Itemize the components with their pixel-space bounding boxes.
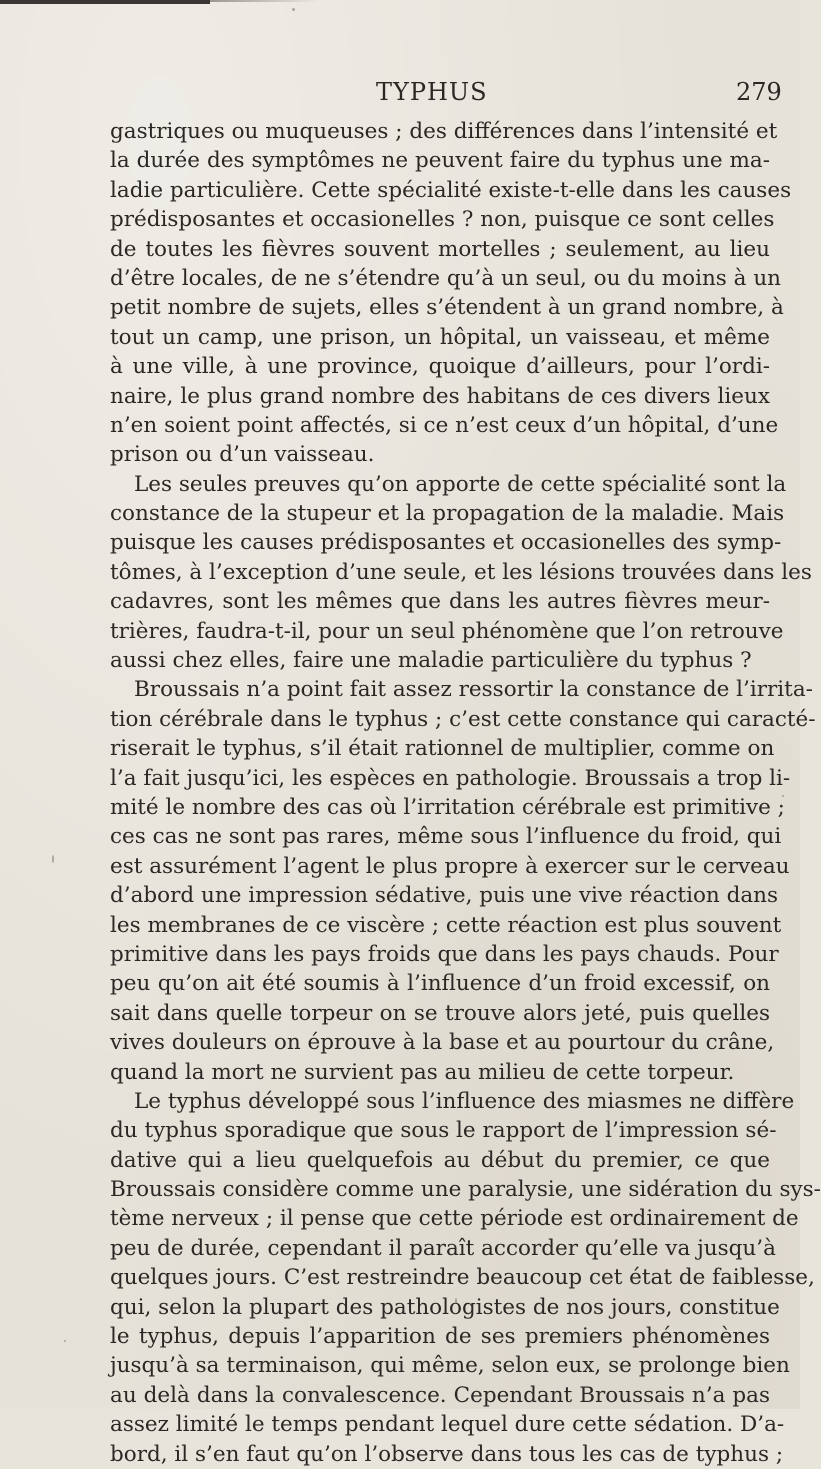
text-line: bord, il s’en faut qu’on l’observe dans tous les cas de typhus ; (110, 1441, 784, 1467)
text-line: puisque les causes prédisposantes et occasionelles des symp- (110, 530, 782, 556)
text-line: le typhus, depuis l’apparition de ses premiers phénomènes (110, 1324, 770, 1350)
text-line: sait dans quelle torpeur on se trouve alors jeté, puis quelles (110, 1000, 770, 1026)
paragraph-start-line: Les seules preuves qu’on apporte de cette spécialité sont la (134, 471, 787, 497)
body-text (110, 117, 821, 1469)
text-line: tème nerveux ; il pense que cette période est ordinairement de (110, 1206, 799, 1232)
text-line: primitive dans les pays froids que dans les pays chauds. Pour (110, 941, 779, 967)
text-line: la durée des symptômes ne peuvent faire du typhus une ma- (110, 148, 770, 174)
text-line: ces cas ne sont pas rares, même sous l’influence du froid, qui (110, 824, 782, 850)
text-line: ladie particulière. Cette spécialité existe-t-elle dans les causes (110, 177, 792, 203)
paper-speck (782, 795, 784, 797)
text-line: tômes, à l’exception d’une seule, et les lésions trouvées dans les (110, 559, 812, 585)
paragraph-end-line: aussi chez elles, faire une maladie particulière du typhus ? (110, 648, 752, 674)
text-line: est assurément l’agent le plus propre à exercer sur le cerveau (110, 853, 790, 879)
paper-speck (455, 1298, 457, 1304)
page-top-edge-shadow (0, 0, 210, 4)
text-line: constance de la stupeur et la propagation de la maladie. Mais (110, 501, 785, 527)
paragraph-start-line: Le typhus développé sous l’influence des miasmes ne diffère (134, 1088, 795, 1114)
text-line: n’en soient point affectés, si ce n’est ceux d’un hôpital, d’une (110, 412, 779, 438)
text-line: vives douleurs on éprouve à la base et au pourtour du crâne, (110, 1030, 775, 1056)
text-line: tout un camp, une prison, un hôpital, un vaisseau, et même (110, 324, 770, 350)
text-line: prédisposantes et occasionelles ? non, puisque ce sont celles (110, 207, 775, 233)
paper-speck (292, 8, 295, 11)
text-line: trières, faudra-t-il, pour un seul phénomène que l’on retrouve (110, 618, 784, 644)
page-top-edge-fade (200, 0, 320, 2)
text-line: dative qui a lieu quelquefois au début du premier, ce que (110, 1147, 770, 1173)
running-head-title: TYPHUS (376, 78, 488, 106)
paragraph-end-line: prison ou d’un vaisseau. (110, 442, 375, 468)
text-line: peu de durée, cependant il paraît accorder qu’elle va jusqu’à (110, 1235, 776, 1261)
text-line: qui, selon la plupart des pathologistes de nos jours, constitue (110, 1294, 780, 1320)
text-line: mité le nombre des cas où l’irritation cérébrale est primitive ; (110, 794, 785, 820)
text-line: au delà dans la convalescence. Cependant Broussais n’a pas (110, 1382, 770, 1408)
text-line: quelques jours. C’est restreindre beaucoup cet état de faiblesse, (110, 1265, 815, 1291)
text-line: l’a fait jusqu’ici, les espèces en pathologie. Broussais a trop li- (110, 765, 791, 791)
text-line: petit nombre de sujets, elles s’étendent à un grand nombre, à (110, 295, 784, 321)
text-line: d’abord une impression sédative, puis une vive réaction dans (110, 883, 779, 909)
text-line: les membranes de ce viscère ; cette réaction est plus souvent (110, 912, 782, 938)
page-number: 279 (736, 78, 782, 106)
text-line: Broussais considère comme une paralysie, une sidération du sys- (110, 1177, 821, 1203)
paragraph-end-line: quand la mort ne survient pas au milieu de cette torpeur. (110, 1059, 735, 1085)
text-line: tion cérébrale dans le typhus ; c’est cette constance qui caracté- (110, 706, 816, 732)
text-line: cadavres, sont les mêmes que dans les autres fièvres meur- (110, 589, 770, 615)
paper-speck (52, 855, 54, 863)
text-line: jusqu’à sa terminaison, qui même, selon eux, se prolonge bien (110, 1353, 790, 1379)
text-line: naire, le plus grand nombre des habitans de ces divers lieux (110, 383, 770, 409)
text-line: du typhus sporadique que sous le rapport de l’impression sé- (110, 1118, 777, 1144)
paper-speck (64, 1340, 66, 1342)
text-line: peu qu’on ait été soumis à l’influence d’un froid excessif, on (110, 971, 770, 997)
paragraph-start-line: Broussais n’a point fait assez ressortir la constance de l’irrita- (134, 677, 813, 703)
text-line: à une ville, à une province, quoique d’ailleurs, pour l’ordi- (110, 354, 770, 380)
text-line: gastriques ou muqueuses ; des différences dans l’intensité et (110, 119, 778, 144)
text-line: de toutes les fièvres souvent mortelles ; seulement, au lieu (110, 236, 770, 262)
text-line: d’être locales, de ne s’étendre qu’à un seul, ou du moins à un (110, 265, 782, 291)
text-line: riserait le typhus, s’il était rationnel de multiplier, comme on (110, 736, 775, 762)
text-line: assez limité le temps pendant lequel dure cette sédation. D’a- (110, 1412, 785, 1438)
